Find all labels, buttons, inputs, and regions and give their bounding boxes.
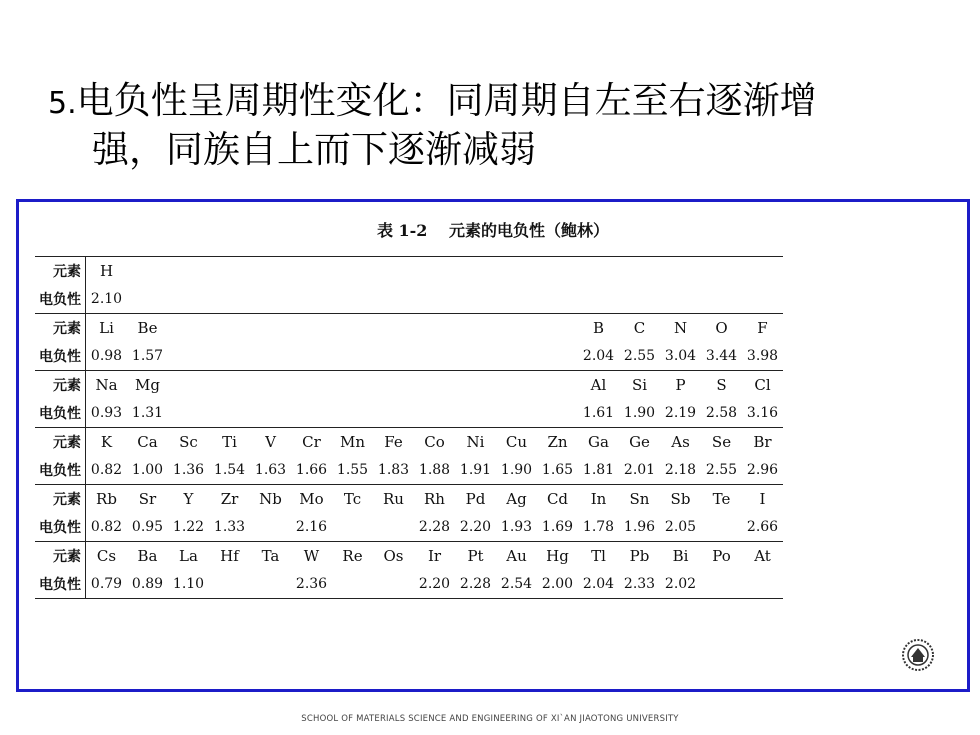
element-symbol (496, 314, 537, 343)
element-symbol: F (742, 314, 783, 343)
electronegativity-value (332, 342, 373, 371)
electronegativity-value (373, 285, 414, 314)
table-figure (16, 199, 970, 692)
element-symbol: N (660, 314, 701, 343)
electronegativity-value: 1.61 (582, 405, 615, 421)
electronegativity-value (414, 399, 455, 428)
element-symbol (578, 257, 619, 286)
element-symbol: Te (701, 485, 742, 514)
element-symbol (414, 314, 455, 343)
element-symbol: V (250, 428, 291, 457)
element-symbol: Li (86, 314, 128, 343)
element-symbol: Pt (455, 542, 496, 571)
element-symbol: Bi (660, 542, 701, 571)
electronegativity-value: 2.28 (455, 570, 496, 599)
electronegativity-value (373, 513, 414, 542)
electronegativity-value: 1.31 (131, 405, 164, 421)
electronegativity-value: 2.55 (623, 348, 656, 364)
element-symbol: Pb (619, 542, 660, 571)
electronegativity-value: 2.04 (578, 570, 619, 599)
element-symbol (619, 257, 660, 286)
row-label-element: 元素 (35, 542, 86, 571)
electronegativity-value (578, 285, 619, 314)
electronegativity-value: 1.65 (541, 462, 574, 478)
electronegativity-value (742, 285, 783, 314)
row-label-element: 元素 (35, 371, 86, 400)
table-caption-label: 表 1-2 (376, 221, 428, 240)
element-symbol: Nb (250, 485, 291, 514)
electronegativity-value: 2.54 (496, 570, 537, 599)
element-symbol: Cl (742, 371, 783, 400)
value-row (35, 513, 783, 542)
electronegativity-value: 1.36 (172, 462, 205, 478)
electronegativity-value: 1.69 (541, 519, 574, 535)
element-symbol (168, 314, 209, 343)
electronegativity-value: 1.10 (168, 570, 209, 599)
element-symbol (496, 371, 537, 400)
element-row (35, 314, 783, 343)
electronegativity-value (537, 399, 578, 428)
university-seal-icon (901, 638, 935, 672)
element-symbol: Mo (291, 485, 332, 514)
element-symbol (537, 257, 578, 286)
electronegativity-value: 2.18 (664, 462, 697, 478)
electronegativity-value (373, 342, 414, 371)
element-symbol: At (742, 542, 783, 571)
value-row (35, 399, 783, 428)
element-symbol: La (168, 542, 209, 571)
electronegativity-value: 2.96 (746, 462, 779, 478)
electronegativity-value: 0.82 (90, 462, 123, 478)
electronegativity-value: 2.19 (664, 405, 697, 421)
element-row (35, 371, 783, 400)
electronegativity-value (127, 285, 168, 314)
element-symbol (127, 257, 168, 286)
element-symbol: Sc (168, 428, 209, 457)
electronegativity-value (332, 513, 373, 542)
footer: SCHOOL OF MATERIALS SCIENCE AND ENGINEERING OF XI`AN JIAOTONG UNIVERSITY (301, 714, 679, 724)
element-symbol: Ga (578, 428, 619, 457)
table-caption (19, 218, 967, 241)
element-symbol: Hf (209, 542, 250, 571)
element-symbol: H (86, 257, 128, 286)
title-number: 5. (48, 86, 77, 121)
element-symbol: Mg (127, 371, 168, 400)
electronegativity-value: 1.93 (500, 519, 533, 535)
electronegativity-value: 1.90 (500, 462, 533, 478)
element-symbol: Sn (619, 485, 660, 514)
element-symbol: Na (86, 371, 128, 400)
element-symbol: As (660, 428, 701, 457)
element-symbol: Br (742, 428, 783, 457)
element-symbol: Rh (414, 485, 455, 514)
element-symbol (332, 257, 373, 286)
element-symbol: Mn (332, 428, 373, 457)
electronegativity-value (742, 570, 783, 599)
electronegativity-value (496, 342, 537, 371)
electronegativity-value: 2.20 (459, 519, 492, 535)
element-symbol: B (578, 314, 619, 343)
element-symbol (250, 257, 291, 286)
electronegativity-value (660, 285, 701, 314)
element-symbol: Ca (127, 428, 168, 457)
electronegativity-value (701, 570, 742, 599)
element-symbol (496, 257, 537, 286)
electronegativity-value (414, 285, 455, 314)
element-symbol: Re (332, 542, 373, 571)
row-label-electronegativity: 电负性 (35, 456, 86, 485)
electronegativity-value: 1.90 (623, 405, 656, 421)
electronegativity-value (701, 513, 742, 542)
element-symbol: S (701, 371, 742, 400)
electronegativity-value (332, 570, 373, 599)
row-label-electronegativity: 电负性 (35, 399, 86, 428)
electronegativity-value: 0.98 (90, 348, 123, 364)
element-symbol: Ir (414, 542, 455, 571)
element-symbol: Ba (127, 542, 168, 571)
electronegativity-value: 2.36 (291, 570, 332, 599)
title-line-2: 强，同族自上而下逐渐减弱 (92, 128, 536, 171)
element-symbol: W (291, 542, 332, 571)
element-symbol: Sb (660, 485, 701, 514)
electronegativity-value: 3.16 (746, 405, 779, 421)
element-symbol: Pd (455, 485, 496, 514)
electronegativity-value (332, 285, 373, 314)
element-symbol (291, 371, 332, 400)
electronegativity-value: 1.88 (418, 462, 451, 478)
element-symbol: I (742, 485, 783, 514)
element-symbol: Si (619, 371, 660, 400)
element-row (35, 485, 783, 514)
electronegativity-value (414, 342, 455, 371)
element-symbol: Os (373, 542, 414, 571)
element-symbol (332, 314, 373, 343)
element-symbol: C (619, 314, 660, 343)
electronegativity-value: 3.98 (746, 348, 779, 364)
electronegativity-value (455, 399, 496, 428)
element-symbol (250, 371, 291, 400)
table-caption-text: 元素的电负性（鲍林） (449, 221, 610, 240)
element-symbol (209, 257, 250, 286)
electronegativity-value: 0.82 (90, 519, 123, 535)
element-symbol: Co (414, 428, 455, 457)
electronegativity-value (537, 342, 578, 371)
electronegativity-value (373, 570, 414, 599)
value-row (35, 570, 783, 599)
electronegativity-value (250, 342, 291, 371)
element-symbol (660, 257, 701, 286)
electronegativity-value: 1.83 (377, 462, 410, 478)
electronegativity-value: 1.00 (131, 462, 164, 478)
value-row (35, 456, 783, 485)
electronegativity-value: 1.81 (582, 462, 615, 478)
element-symbol (168, 371, 209, 400)
element-symbol (373, 257, 414, 286)
electronegativity-value (250, 570, 291, 599)
electronegativity-value: 1.57 (131, 348, 164, 364)
electronegativity-value (455, 285, 496, 314)
element-symbol: Sr (127, 485, 168, 514)
element-symbol (373, 314, 414, 343)
electronegativity-value: 2.10 (90, 291, 123, 307)
electronegativity-value (537, 285, 578, 314)
electronegativity-value (455, 342, 496, 371)
electronegativity-value: 2.00 (537, 570, 578, 599)
element-symbol: Cs (86, 542, 128, 571)
element-symbol: Ta (250, 542, 291, 571)
element-symbol (701, 257, 742, 286)
electronegativity-value (168, 285, 209, 314)
electronegativity-value (250, 513, 291, 542)
row-label-element: 元素 (35, 314, 86, 343)
element-symbol: In (578, 485, 619, 514)
electronegativity-value (168, 399, 209, 428)
electronegativity-value: 2.20 (414, 570, 455, 599)
row-label-electronegativity: 电负性 (35, 513, 86, 542)
element-symbol: Au (496, 542, 537, 571)
element-symbol: Ag (496, 485, 537, 514)
element-symbol: Zn (537, 428, 578, 457)
element-symbol (455, 257, 496, 286)
element-symbol: Po (701, 542, 742, 571)
electronegativity-value: 2.01 (623, 462, 656, 478)
element-symbol: Cu (496, 428, 537, 457)
row-label-electronegativity: 电负性 (35, 342, 86, 371)
electronegativity-value (291, 285, 332, 314)
element-symbol: Tc (332, 485, 373, 514)
electronegativity-value: 1.96 (623, 519, 656, 535)
electronegativity-value: 2.05 (664, 519, 697, 535)
electronegativity-value: 2.28 (418, 519, 451, 535)
electronegativity-value: 1.91 (459, 462, 492, 478)
element-symbol (250, 314, 291, 343)
electronegativity-value (209, 342, 250, 371)
element-symbol (291, 314, 332, 343)
electronegativity-value (291, 399, 332, 428)
element-symbol: Ti (209, 428, 250, 457)
row-label-element: 元素 (35, 428, 86, 457)
element-symbol (537, 314, 578, 343)
element-symbol: P (660, 371, 701, 400)
element-symbol (209, 371, 250, 400)
element-row (35, 542, 783, 571)
value-row (35, 342, 783, 371)
slide-title (48, 78, 968, 173)
element-symbol: O (701, 314, 742, 343)
electronegativity-value: 2.16 (295, 519, 328, 535)
electronegativity-value: 0.95 (131, 519, 164, 535)
element-symbol: Tl (578, 542, 619, 571)
electronegativity-value (168, 342, 209, 371)
element-symbol: Cd (537, 485, 578, 514)
electronegativity-value (209, 570, 250, 599)
element-symbol: Zr (209, 485, 250, 514)
row-label-electronegativity: 电负性 (35, 285, 86, 314)
element-row (35, 257, 783, 286)
electronegativity-value: 2.33 (619, 570, 660, 599)
electronegativity-value (250, 399, 291, 428)
value-row (35, 285, 783, 314)
row-label-element: 元素 (35, 485, 86, 514)
electronegativity-value: 2.55 (705, 462, 738, 478)
element-symbol: Rb (86, 485, 128, 514)
electronegativity-value: 1.22 (172, 519, 205, 535)
element-symbol: Be (127, 314, 168, 343)
electronegativity-value (373, 399, 414, 428)
element-symbol (414, 257, 455, 286)
electronegativity-value (332, 399, 373, 428)
electronegativity-value: 2.66 (746, 519, 779, 535)
element-symbol: Ni (455, 428, 496, 457)
element-symbol: K (86, 428, 128, 457)
electronegativity-value: 1.63 (254, 462, 287, 478)
electronegativity-value: 0.93 (90, 405, 123, 421)
electronegativity-value: 2.58 (705, 405, 738, 421)
electronegativity-table (35, 256, 783, 599)
element-symbol: Ru (373, 485, 414, 514)
electronegativity-value: 2.04 (582, 348, 615, 364)
electronegativity-value (209, 399, 250, 428)
element-symbol (209, 314, 250, 343)
electronegativity-value (701, 285, 742, 314)
title-line-1: 电负性呈周期性变化：同周期自左至右逐渐增 (76, 79, 817, 122)
element-symbol (414, 371, 455, 400)
element-symbol: Se (701, 428, 742, 457)
electronegativity-value (291, 342, 332, 371)
element-symbol: Hg (537, 542, 578, 571)
electronegativity-value: 1.66 (295, 462, 328, 478)
element-symbol: Y (168, 485, 209, 514)
electronegativity-value (250, 285, 291, 314)
element-symbol: Al (578, 371, 619, 400)
element-symbol (537, 371, 578, 400)
electronegativity-value: 1.78 (582, 519, 615, 535)
electronegativity-value (619, 285, 660, 314)
element-symbol (332, 371, 373, 400)
electronegativity-value: 3.04 (664, 348, 697, 364)
electronegativity-value: 1.55 (336, 462, 369, 478)
element-symbol (455, 314, 496, 343)
electronegativity-value (496, 285, 537, 314)
element-symbol (168, 257, 209, 286)
electronegativity-value: 1.33 (213, 519, 246, 535)
electronegativity-value (209, 285, 250, 314)
electronegativity-value: 1.54 (213, 462, 246, 478)
electronegativity-value: 0.79 (86, 570, 128, 599)
row-label-element: 元素 (35, 257, 86, 286)
electronegativity-value: 2.02 (660, 570, 701, 599)
element-symbol (742, 257, 783, 286)
element-symbol (373, 371, 414, 400)
element-symbol: Ge (619, 428, 660, 457)
electronegativity-value: 0.89 (127, 570, 168, 599)
element-symbol: Cr (291, 428, 332, 457)
row-label-electronegativity: 电负性 (35, 570, 86, 599)
element-symbol (291, 257, 332, 286)
electronegativity-value: 3.44 (705, 348, 738, 364)
element-symbol (455, 371, 496, 400)
electronegativity-value (496, 399, 537, 428)
element-row (35, 428, 783, 457)
element-symbol: Fe (373, 428, 414, 457)
